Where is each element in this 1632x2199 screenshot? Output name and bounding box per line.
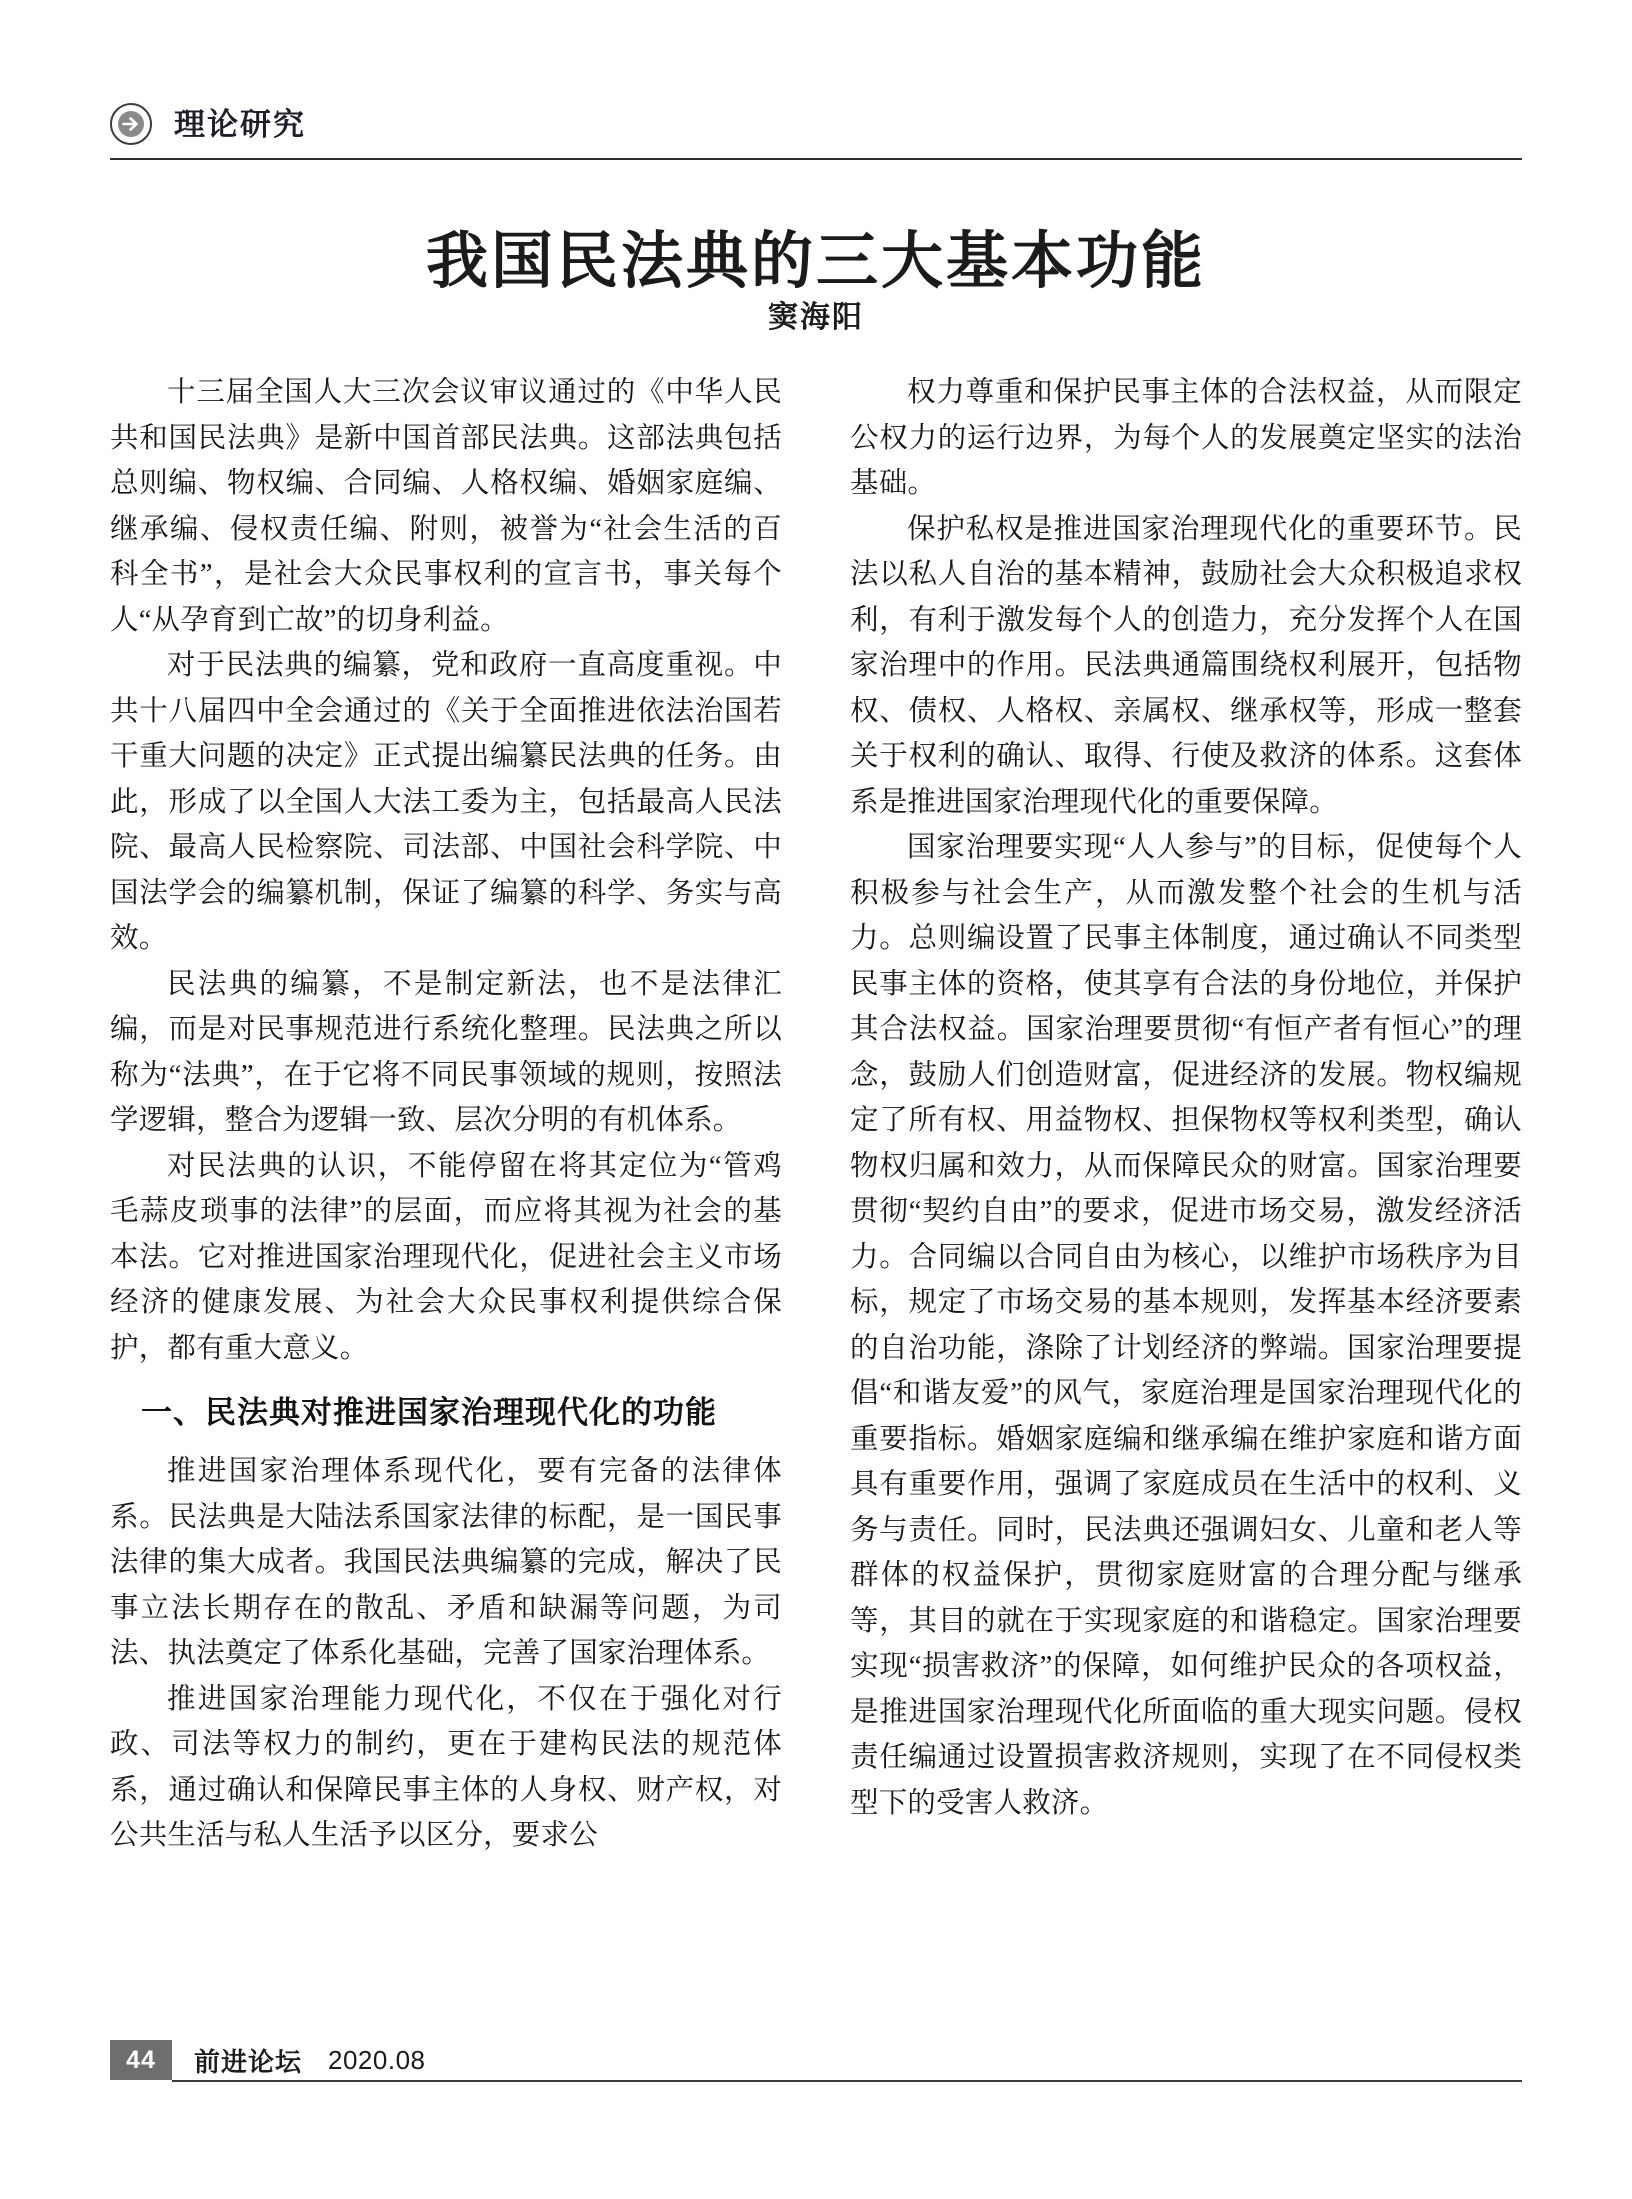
paragraph: 保护私权是推进国家治理现代化的重要环节。民法以私人自治的基本精神，鼓励社会大众积极追求权利，有利于激发每个人的创造力，充分发挥个人在国家治理中的作用。民法典通篇围绕权利展开，包括物权、债权、人格权、亲属权、继承权等，形成一整套关于权利的确认、取得、行使及救济的体系。这套体系是推进国家治理现代化的重要保障。 bbox=[850, 513, 1522, 818]
paragraph: 十三届全国人大三次会议审议通过的《中华人民共和国民法典》是新中国首部民法典。这部法典包括总则编、物权编、合同编、人格权编、婚姻家庭编、继承编、侵权责任编、附则，被誉为“社会生活的百科全书”，是社会大众民事权利的宣言书，事关每个人“从孕育到亡故”的切身利益。 bbox=[110, 377, 782, 636]
paragraph: 权力尊重和保护民事主体的合法权益，从而限定公权力的运行边界，为每个人的发展奠定坚实的法治基础。 bbox=[850, 377, 1522, 499]
section-category-label: 理论研究 bbox=[174, 106, 306, 142]
left-column bbox=[110, 370, 782, 2010]
article-body bbox=[110, 370, 1522, 2010]
issue-date: 2020.08 bbox=[328, 2044, 426, 2075]
article-author: 窦海阳 bbox=[768, 301, 864, 334]
section-heading: 一、民法典对推进国家治理现代化的功能 bbox=[141, 1395, 717, 1430]
paragraph: 对于民法典的编纂，党和政府一直高度重视。中共十八届四中全会通过的《关于全面推进依法治国若干重大问题的决定》正式提出编纂民法典的任务。由此，形成了以全国人大法工委为主，包括最高人民法院、最高人民检察院、司法部、中国社会科学院、中国法学会的编纂机制，保证了编纂的科学、务实与高效。 bbox=[110, 650, 782, 954]
article-title: 我国民法典的三大基本功能 bbox=[425, 226, 1206, 296]
right-column bbox=[850, 370, 1522, 2010]
footer-divider bbox=[172, 2080, 1522, 2082]
journal-name: 前进论坛 bbox=[194, 2046, 303, 2077]
masthead-divider bbox=[110, 158, 1522, 160]
paragraph: 国家治理要实现“人人参与”的目标，促使每个人积极参与社会生产，从而激发整个社会的生机与活力。总则编设置了民事主体制度，通过确认不同类型民事主体的资格，使其享有合法的身份地位，并保护其合法权益。国家治理要贯彻“有恒产者有恒心”的理念，鼓励人们创造财富，促进经济的发展。物权编规定了所有权、用益物权、担保物权等权利类型，确认物权归属和效力，从而保障民众的财富。国家治理要贯彻“契约自由”的要求，促进市场交易，激发经济活力。合同编以合同自由为核心，以维护市场秩序为目标，规定了市场交易的基本规则，发挥基本经济要素的自治功能，涤除了计划经济的弊端。国家治理要提倡“和谐友爱”的风气，家庭治理是国家治理现代化的重要指标。婚姻家庭编和继承编在维护家庭和谐方面具有重要作用，强调了家庭成员在生活中的权利、义务与责任。同时，民法典还强调妇女、儿童和老人等群体的权益保护，贯彻家庭财富的合理分配与继承等，其目的就在于实现家庭的和谐稳定。国家治理要实现“损害救济”的保障，如何维护民众的各项权益，是推进国家治理现代化所面临的重大现实问题。侵权责任编通过设置损害救济规则，实现了在不同侵权类型下的受害人救济。 bbox=[850, 832, 1522, 1819]
paragraph: 推进国家治理体系现代化，要有完备的法律体系。民法典是大陆法系国家法律的标配，是一国民事法律的集大成者。我国民法典编纂的完成，解决了民事立法长期存在的散乱、矛盾和缺漏等问题，为司法、执法奠定了体系化基础，完善了国家治理体系。 bbox=[110, 1456, 782, 1669]
circle-arrow-right-icon bbox=[110, 103, 152, 145]
paragraph: 对民法典的认识，不能停留在将其定位为“管鸡毛蒜皮琐事的法律”的层面，而应将其视为社会的基本法。它对推进国家治理现代化，促进社会主义市场经济的健康发展、为社会大众民事权利提供综合保护，都有重大意义。 bbox=[110, 1150, 782, 1364]
page-number-badge: 44 bbox=[110, 2040, 172, 2080]
paragraph: 推进国家治理能力现代化，不仅在于强化对行政、司法等权力的制约，更在于建构民法的规范体系，通过确认和保障民事主体的人身权、财产权，对公共生活与私人生活予以区分，要求公 bbox=[110, 1683, 782, 1851]
page-footer bbox=[110, 2040, 1522, 2086]
page-masthead bbox=[110, 96, 1522, 160]
paragraph: 民法典的编纂，不是制定新法，也不是法律汇编，而是对民事规范进行系统化整理。民法典之所以称为“法典”，在于它将不同民事领域的规则，按照法学逻辑，整合为逻辑一致、层次分明的有机体系。 bbox=[110, 968, 782, 1136]
